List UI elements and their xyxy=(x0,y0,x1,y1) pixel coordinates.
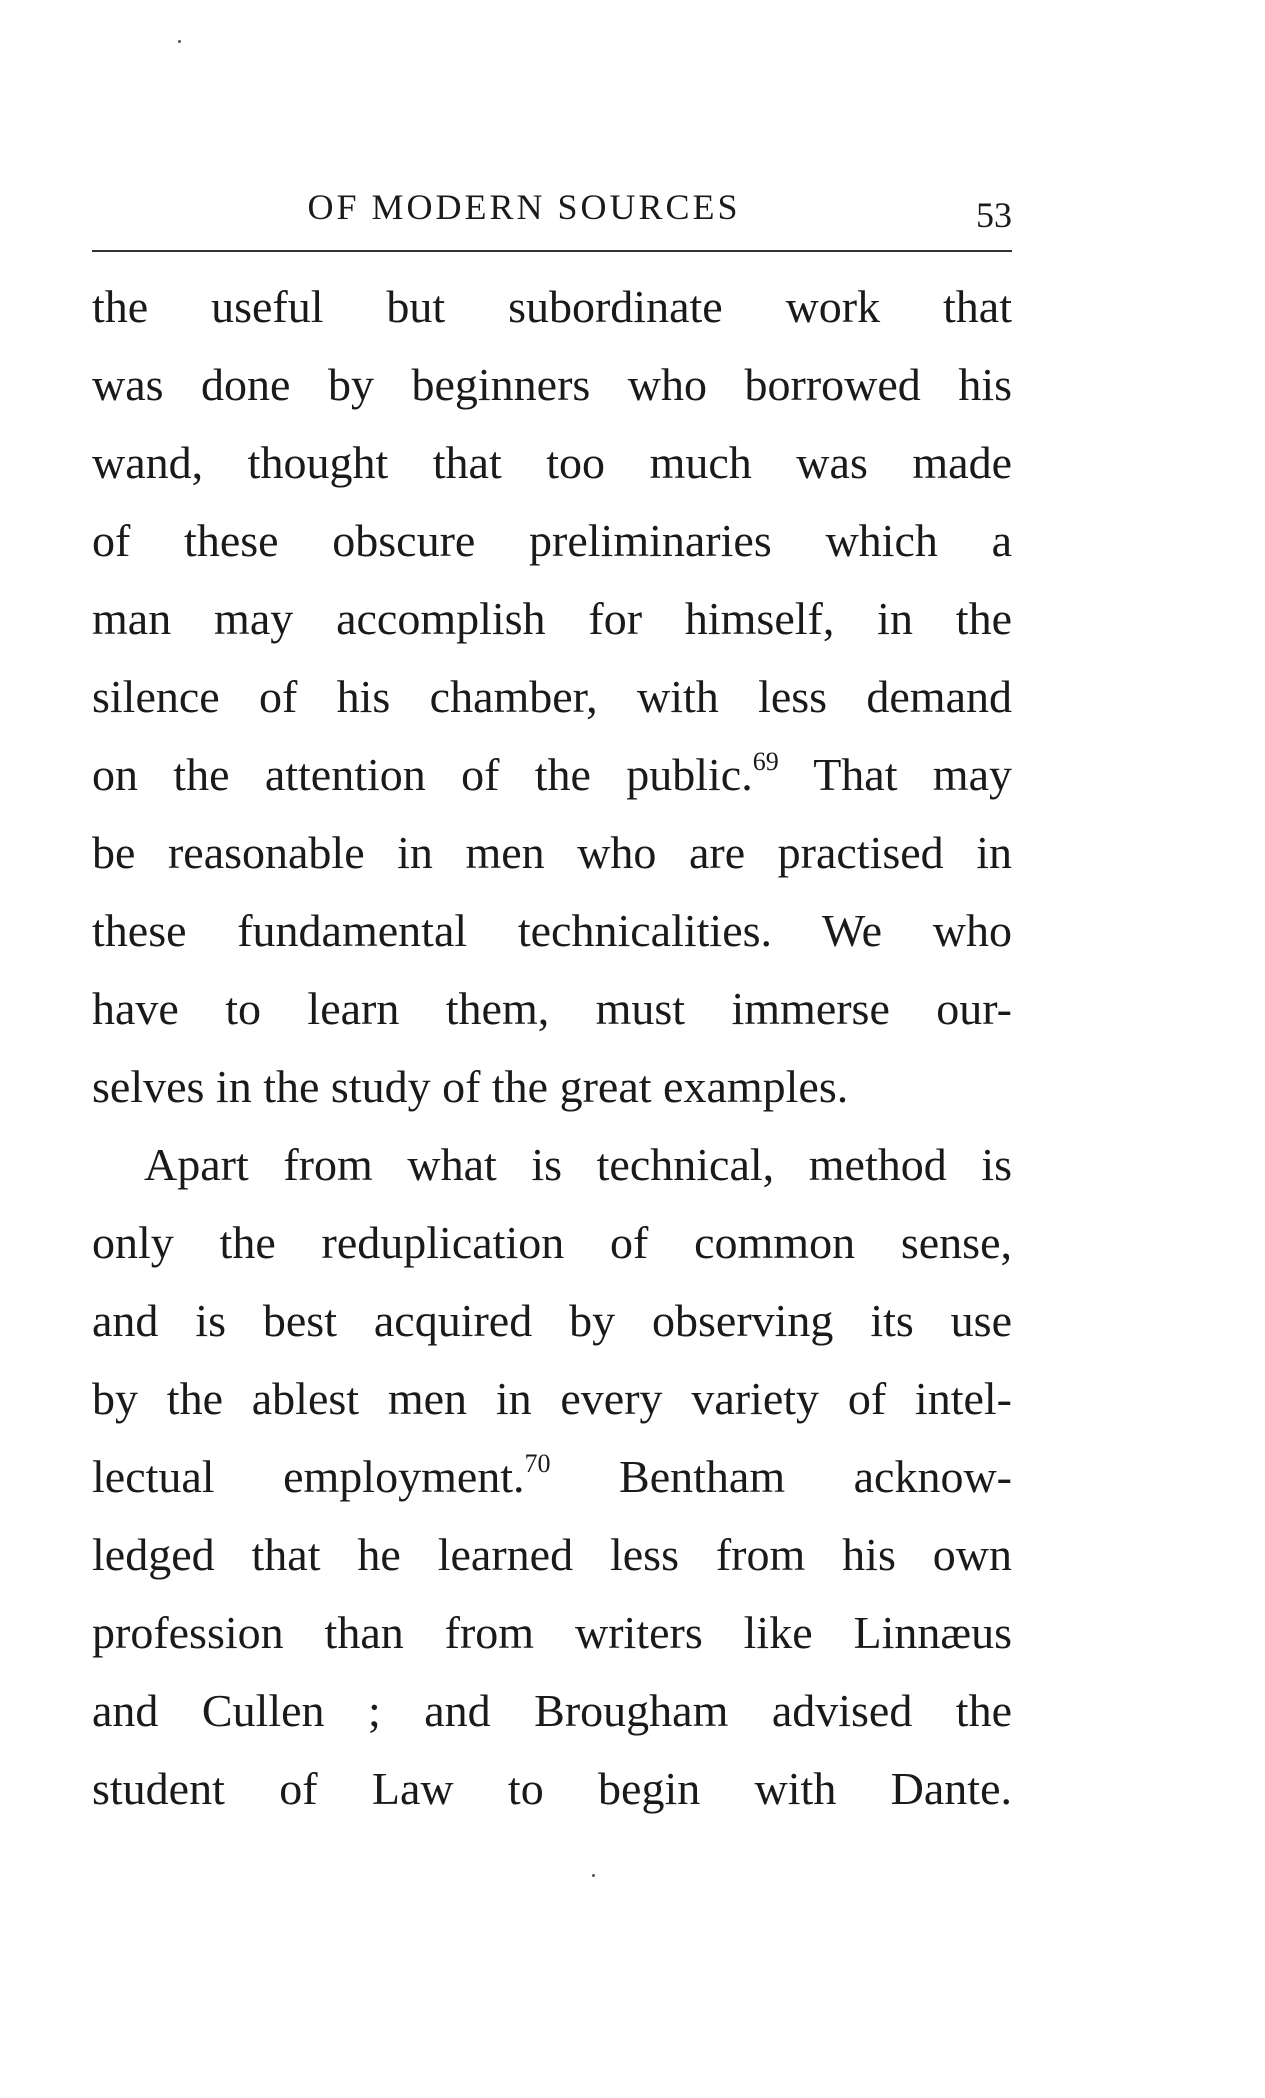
paper-speck xyxy=(178,40,181,43)
text-line: by the ablest men in every variety of intel- xyxy=(92,1373,1012,1424)
text-line: the useful but subordinate work that xyxy=(92,281,1012,332)
text-line: Apart from what is technical, method is xyxy=(144,1139,1012,1190)
text-line: these fundamental technicalities. We who xyxy=(92,905,1012,956)
text-line: have to learn them, must immerse our- xyxy=(92,983,1012,1034)
text-line: selves in the study of the great examples. xyxy=(92,1061,849,1112)
running-title: OF MODERN SOURCES xyxy=(307,187,741,227)
text-line: be reasonable in men who are practised in xyxy=(92,827,1012,878)
text-line: only the reduplication of common sense, xyxy=(92,1217,1012,1268)
text-line: ledged that he learned less from his own xyxy=(92,1529,1012,1580)
text-fragment: Bentham acknow- xyxy=(619,1451,1012,1502)
footnote-ref: 69 xyxy=(752,747,779,776)
text-line-with-footnote xyxy=(92,1438,1012,1516)
running-head xyxy=(92,176,1012,235)
footnote-ref: 70 xyxy=(524,1449,551,1478)
text-fragment: on the attention of the public. xyxy=(92,749,753,800)
text-fragment: That may xyxy=(813,749,1012,800)
text-line: was done by beginners who borrowed his xyxy=(92,359,1012,410)
text-line: profession than from writers like Linnæus xyxy=(92,1607,1012,1658)
text-line: of these obscure preliminaries which a xyxy=(92,515,1012,566)
text-line: silence of his chamber, with less demand xyxy=(92,671,1012,722)
text-line: and Cullen ; and Brougham advised the xyxy=(92,1685,1012,1736)
text-line: and is best acquired by observing its use xyxy=(92,1295,1012,1346)
text-line: student of Law to begin with Dante. xyxy=(92,1763,1012,1814)
text-line: man may accomplish for himself, in the xyxy=(92,593,1012,644)
text-line: wand, thought that too much was made xyxy=(92,437,1012,488)
text-fragment: lectual employment. xyxy=(92,1451,525,1502)
text-line-with-footnote xyxy=(92,736,1012,814)
paper-speck xyxy=(592,1874,595,1877)
page-number: 53 xyxy=(976,195,1012,235)
header-rule xyxy=(92,250,1012,252)
body-text xyxy=(92,268,1012,1828)
